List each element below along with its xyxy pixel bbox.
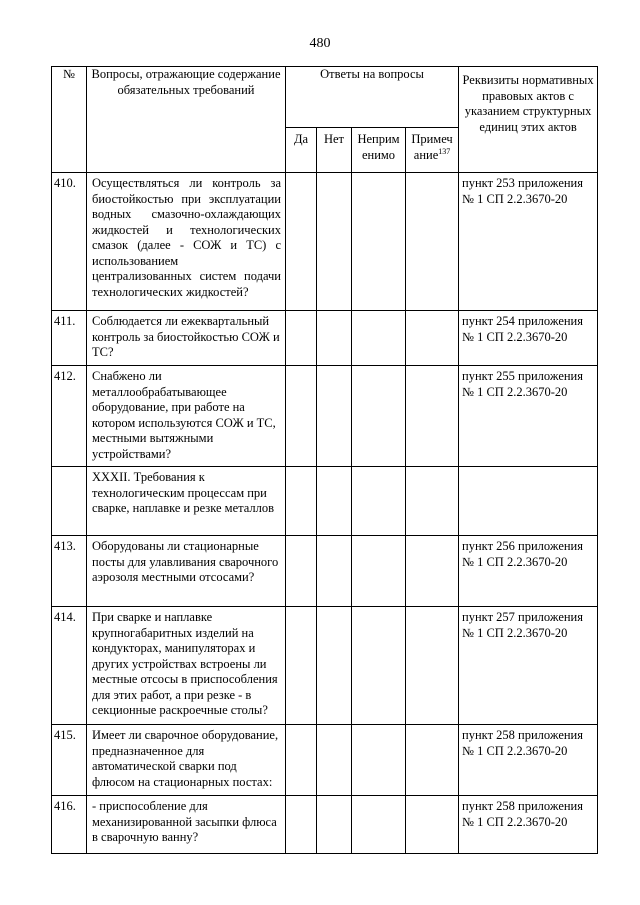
answer-na-cell[interactable] bbox=[352, 607, 406, 725]
header-num: № bbox=[52, 67, 87, 173]
row-number: 415. bbox=[52, 725, 87, 796]
answer-no-cell[interactable] bbox=[317, 311, 352, 366]
answer-na-cell[interactable] bbox=[352, 311, 406, 366]
answer-no-cell[interactable] bbox=[317, 796, 352, 854]
table-row bbox=[52, 173, 598, 311]
table-row bbox=[52, 366, 598, 467]
row-requisite: пункт 255 приложения № 1 СП 2.2.3670-20 bbox=[459, 366, 598, 467]
header-answers: Ответы на вопросы bbox=[286, 67, 459, 128]
row-requisite: пункт 256 приложения № 1 СП 2.2.3670-20 bbox=[459, 536, 598, 607]
answer-no-cell[interactable] bbox=[317, 536, 352, 607]
answer-na-cell[interactable] bbox=[352, 725, 406, 796]
answer-na-cell[interactable] bbox=[352, 796, 406, 854]
answer-no-cell[interactable] bbox=[317, 173, 352, 311]
answer-yes-cell[interactable] bbox=[286, 607, 317, 725]
header-not-applicable: Неприм енимо bbox=[352, 128, 406, 173]
row-number: 413. bbox=[52, 536, 87, 607]
section-heading: XXXII. Требования к технологическим процессам при сварке, наплавке и резке металлов bbox=[87, 467, 286, 536]
answer-no-cell[interactable] bbox=[317, 725, 352, 796]
row-requisite: пункт 258 приложения № 1 СП 2.2.3670-20 bbox=[459, 796, 598, 854]
header-yes: Да bbox=[286, 128, 317, 173]
answer-na-cell[interactable] bbox=[352, 366, 406, 467]
answer-na-cell[interactable] bbox=[352, 173, 406, 311]
row-requisite: пункт 258 приложения № 1 СП 2.2.3670-20 bbox=[459, 725, 598, 796]
table-row bbox=[52, 536, 598, 607]
header-no: Нет bbox=[317, 128, 352, 173]
answer-note-cell[interactable] bbox=[406, 366, 459, 467]
row-number: 412. bbox=[52, 366, 87, 467]
page-number: 480 bbox=[309, 36, 331, 51]
answer-note-cell[interactable] bbox=[406, 607, 459, 725]
table-row bbox=[52, 725, 598, 796]
row-requisite: пункт 257 приложения № 1 СП 2.2.3670-20 bbox=[459, 607, 598, 725]
row-number: 411. bbox=[52, 311, 87, 366]
answer-note-cell[interactable] bbox=[406, 796, 459, 854]
header-note: Примеч ание$^{137}$ bbox=[406, 128, 459, 173]
row-question: Оборудованы ли стационарные посты для улавливания сварочного аэрозоля местными отсосами? bbox=[87, 536, 286, 607]
row-requisite: пункт 253 приложения № 1 СП 2.2.3670-20 bbox=[459, 173, 598, 311]
header-questions: Вопросы, отражающие содержание обязательных требований bbox=[87, 67, 286, 173]
answer-yes-cell[interactable] bbox=[286, 536, 317, 607]
row-question: Осуществляться ли контроль за биостойкостью при эксплуатации водных смазочно-охлаждающих жидкостей и технологических смазок (далее - СОЖ и ТС) с использованием централизованных систем подачи технологических жидкостей? bbox=[87, 173, 286, 311]
answer-na-cell[interactable] bbox=[352, 536, 406, 607]
row-question: Соблюдается ли ежеквартальный контроль за биостойкостью СОЖ и ТС? bbox=[87, 311, 286, 366]
row-question: - приспособление для механизированной засыпки флюса в сварочную ванну? bbox=[87, 796, 286, 854]
table-row bbox=[52, 311, 598, 366]
answer-no-cell[interactable] bbox=[317, 607, 352, 725]
row-number: 414. bbox=[52, 607, 87, 725]
row-question: Имеет ли сварочное оборудование, предназначенное для автоматической сварки под флюсом на стационарных постах: bbox=[87, 725, 286, 796]
answer-yes-cell[interactable] bbox=[286, 366, 317, 467]
answer-yes-cell[interactable] bbox=[286, 796, 317, 854]
answer-no-cell[interactable] bbox=[317, 366, 352, 467]
row-requisite: пункт 254 приложения № 1 СП 2.2.3670-20 bbox=[459, 311, 598, 366]
answer-yes-cell[interactable] bbox=[286, 173, 317, 311]
section-row bbox=[52, 467, 598, 536]
requirements-table bbox=[51, 66, 598, 854]
answer-note-cell[interactable] bbox=[406, 725, 459, 796]
answer-yes-cell[interactable] bbox=[286, 311, 317, 366]
answer-note-cell[interactable] bbox=[406, 173, 459, 311]
table-row bbox=[52, 607, 598, 725]
table-row bbox=[52, 796, 598, 854]
answer-note-cell[interactable] bbox=[406, 536, 459, 607]
answer-note-cell[interactable] bbox=[406, 311, 459, 366]
answer-yes-cell[interactable] bbox=[286, 725, 317, 796]
footnote-ref: 137 bbox=[438, 146, 451, 156]
header-requisites: Реквизиты нормативных правовых актов с указанием структурных единиц этих актов bbox=[459, 67, 598, 173]
row-question: Снабжено ли металлообрабатывающее оборудование, при работе на котором используются СОЖ и ТС, местными вытяжными устройствами? bbox=[87, 366, 286, 467]
row-number: 410. bbox=[52, 173, 87, 311]
row-question: При сварке и наплавке крупногабаритных изделий на кондукторах, манипуляторах и других устройствах встроены ли местные отсосы в приспособления для этих работ, а при резке - в секционные раскроечные столы? bbox=[87, 607, 286, 725]
row-number: 416. bbox=[52, 796, 87, 854]
